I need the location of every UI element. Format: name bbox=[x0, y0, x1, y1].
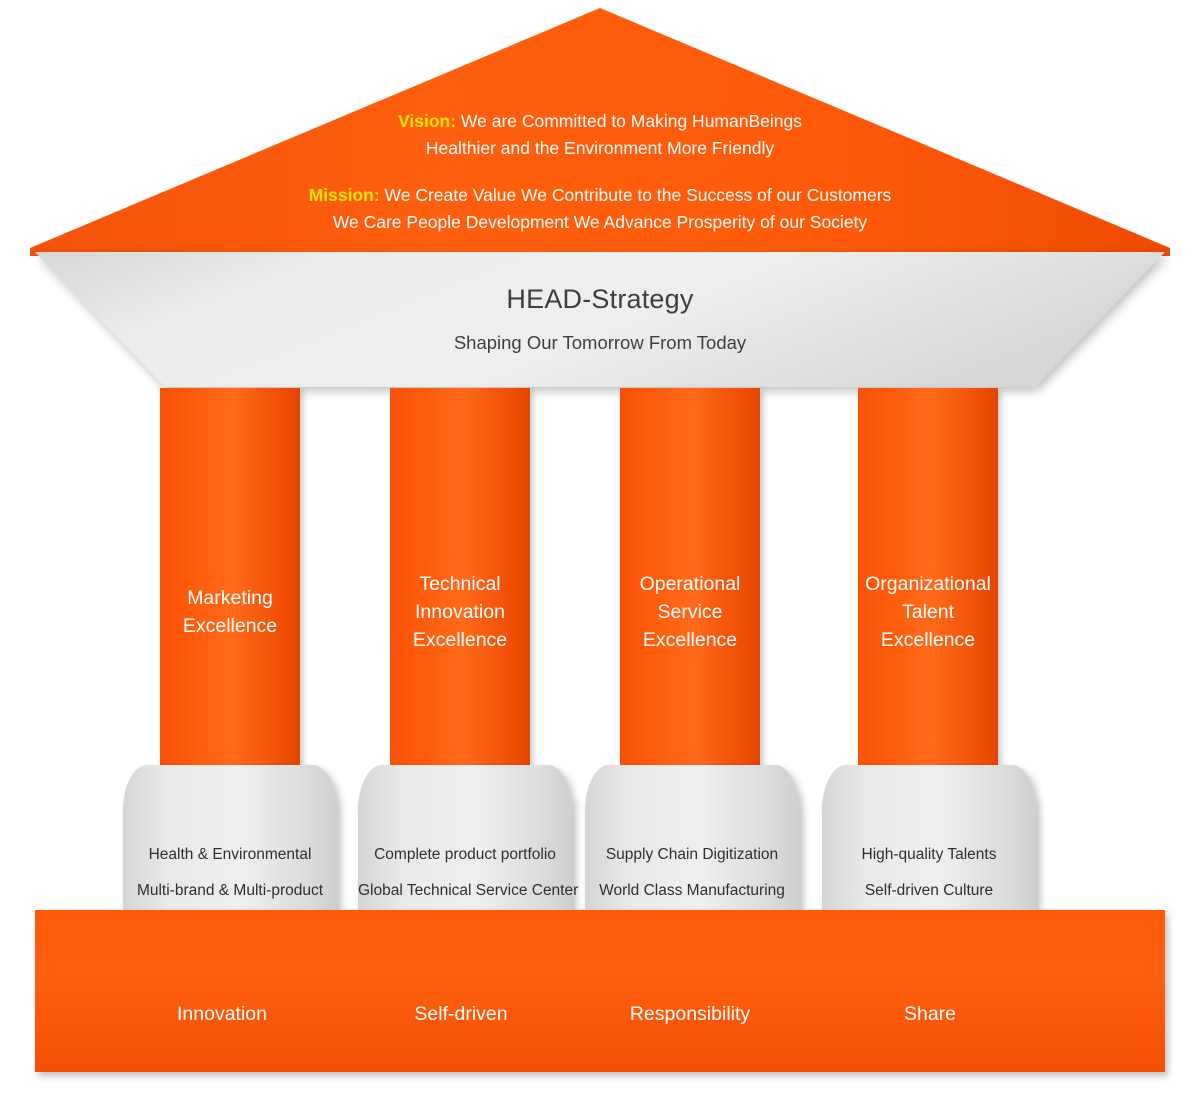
capsule-text bbox=[358, 837, 579, 909]
vision-line-1: We are Committed to Making HumanBeings bbox=[456, 111, 802, 131]
pillar-label bbox=[368, 570, 552, 654]
pillar-label-line-1: Technical bbox=[419, 573, 501, 595]
capsule-line-1: Supply Chain Digitization bbox=[605, 846, 779, 863]
vision-line-2: Healthier and the Environment More Friendly bbox=[425, 138, 775, 158]
roof-shape bbox=[30, 8, 1170, 256]
mission-label: Mission: bbox=[308, 185, 380, 205]
page-subtitle: Shaping Our Tomorrow From Today bbox=[453, 332, 747, 353]
capsule-line-2: World Class Manufacturing bbox=[599, 882, 785, 899]
capsule-line-2: Self-driven Culture bbox=[864, 882, 994, 899]
vision-label: Vision: bbox=[398, 111, 457, 131]
capsule-text bbox=[123, 837, 337, 909]
pillar-label-line-1: Marketing bbox=[187, 587, 273, 609]
pillar-label bbox=[138, 584, 322, 640]
foundation-base bbox=[35, 910, 1165, 1072]
core-value-self-driven: Self-driven bbox=[414, 1003, 508, 1025]
pillar-label bbox=[836, 570, 1020, 654]
pillar-label-line-2: Talent bbox=[901, 601, 955, 623]
pillar-label-line-2: Innovation bbox=[415, 601, 505, 623]
pillar-label-line-2: Excellence bbox=[182, 615, 278, 637]
core-value-innovation: Innovation bbox=[177, 1003, 267, 1025]
page-title: HEAD-Strategy bbox=[506, 284, 694, 314]
pillar-label-line-3: Excellence bbox=[412, 629, 508, 651]
core-value-share: Share bbox=[903, 1003, 957, 1025]
core-value-responsibility: Responsibility bbox=[629, 1003, 751, 1025]
capsule-line-1: Health & Environmental bbox=[148, 846, 312, 863]
capsule-text bbox=[585, 837, 799, 909]
pillar-label-line-3: Excellence bbox=[880, 629, 976, 651]
pillar-label-line-1: Operational bbox=[639, 573, 741, 595]
pillar-label-line-1: Organizational bbox=[865, 573, 991, 595]
pillar-label-line-3: Excellence bbox=[642, 629, 738, 651]
mission-line-2: We Care People Development We Advance Prosperity of our Society bbox=[332, 212, 868, 232]
mission-line-1: We Create Value We Contribute to the Success of our Customers bbox=[379, 185, 892, 205]
capsule-line-1: High-quality Talents bbox=[861, 846, 997, 863]
capsule-line-1: Complete product portfolio bbox=[374, 846, 556, 863]
pillar-label-line-2: Service bbox=[657, 601, 723, 623]
capsule-line-2: Multi-brand & Multi-product bbox=[136, 882, 324, 899]
pillar-label bbox=[598, 570, 782, 654]
header-slab bbox=[35, 252, 1165, 387]
capsule-line-2: Global Technical Service Center bbox=[358, 882, 579, 899]
capsule-text bbox=[822, 837, 1036, 909]
